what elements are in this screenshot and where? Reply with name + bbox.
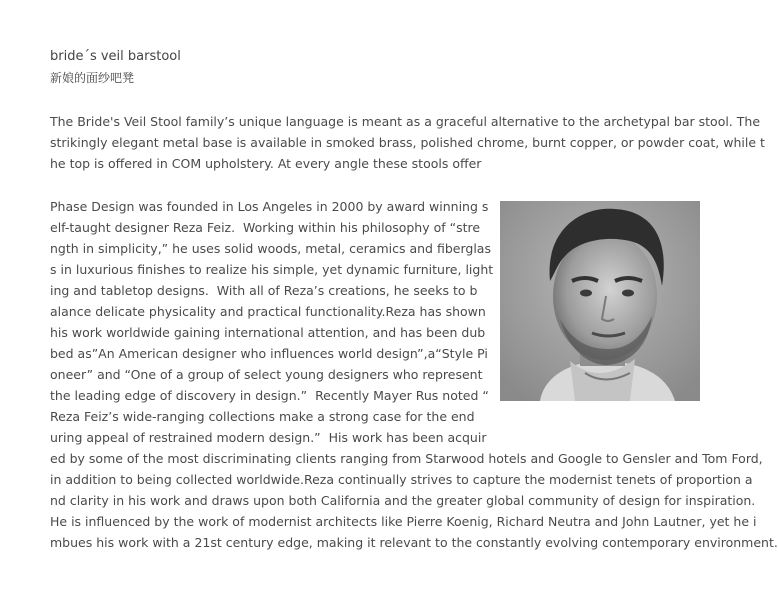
product-title-en: bride´s veil barstool	[50, 49, 181, 64]
text-line: strikingly elegant metal base is available in smoked brass, polished chrome, burnt copper, or powder coat, while t	[50, 135, 765, 150]
text-line: his work worldwide gaining international attention, and has been dub	[50, 325, 486, 340]
text-line: Phase Design was founded in Los Angeles in 2000 by award winning s	[50, 199, 489, 214]
text-line: The Bride's Veil Stool family’s unique language is meant as a graceful alternative to the archetypal bar stool. The	[50, 114, 761, 129]
designer-bio-continued	[50, 448, 778, 553]
product-title-zh: 新娘的面纱吧凳	[50, 71, 135, 85]
text-line: nd clarity in his work and draws upon both California and the greater global community of design for inspiration.	[50, 493, 756, 508]
text-line: mbues his work with a 21st century edge, making it relevant to the constantly evolving contemporary environment.	[50, 535, 778, 550]
text-line: alance delicate physicality and practical functionality.Reza has shown	[50, 304, 486, 319]
text-line: oneer” and “One of a group of select young designers who represent	[50, 367, 483, 382]
portrait-image	[500, 201, 700, 401]
intro-paragraph	[50, 111, 765, 174]
text-line: ngth in simplicity,” he uses solid woods, metal, ceramics and fiberglas	[50, 241, 491, 256]
text-line: bed as”An American designer who influences world design”,a“Style Pi	[50, 346, 488, 361]
text-line: the leading edge of discovery in design.” Recently Mayer Rus noted “	[50, 388, 489, 403]
text-line: ed by some of the most discriminating clients ranging from Starwood hotels and Google to Gensler and Tom Ford,	[50, 451, 763, 466]
designer-portrait-photo	[500, 201, 700, 401]
text-line: uring appeal of restrained modern design.” His work has been acquir	[50, 430, 487, 445]
text-line: He is influenced by the work of modernist architects like Pierre Koenig, Richard Neutra and John Lautner, yet he i	[50, 514, 757, 529]
text-line: Reza Feiz’s wide-ranging collections make a strong case for the end	[50, 409, 475, 424]
designer-bio-column	[50, 196, 494, 448]
text-line: ing and tabletop designs. With all of Reza’s creations, he seeks to b	[50, 283, 478, 298]
text-line: in addition to being collected worldwide.Reza continually strives to capture the modernist tenets of proportion a	[50, 472, 753, 487]
text-line: s in luxurious finishes to realize his simple, yet dynamic furniture, light	[50, 262, 494, 277]
text-line: he top is offered in COM upholstery. At every angle these stools offer	[50, 156, 482, 171]
text-line: elf-taught designer Reza Feiz. Working within his philosophy of “stre	[50, 220, 481, 235]
